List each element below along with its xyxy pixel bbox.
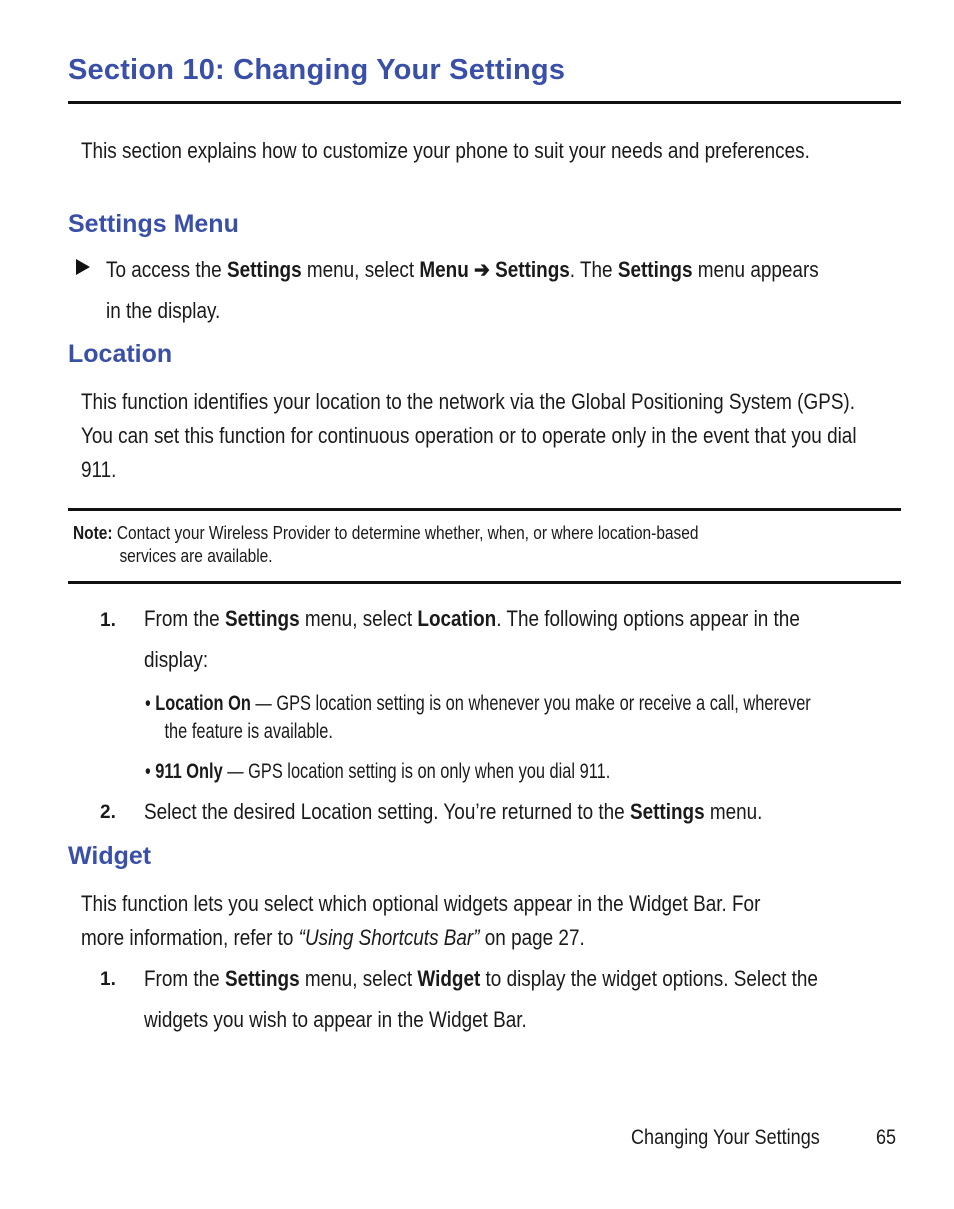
location-note: Note: Contact your Wireless Provider to determine whether, when, or where location-based services are available. <box>73 523 699 566</box>
settings-menu-step-text: To access the Settings menu, select Menu ➔ Settings. The Settings menu appears in the display. <box>106 257 819 323</box>
widget-step-1: From the Settings menu, select Widget to display the widget options. Select the widgets you wish to appear in the Widget Bar. <box>144 966 818 1032</box>
footer-section-name: Changing Your Settings <box>631 1126 820 1149</box>
note-bottom-divider <box>68 581 901 584</box>
title-divider <box>68 101 901 104</box>
location-paragraph: This function identifies your location to the network via the Global Positioning System (GPS). You can set this function for continuous operation or to operate only in the event that you dial 911. <box>81 389 857 482</box>
note-label: Note: <box>73 523 113 543</box>
option-911-only: • 911 Only — GPS location setting is on only when you dial 911. <box>145 760 611 783</box>
step-number: 1. <box>100 969 116 990</box>
heading-widget: Widget <box>68 842 152 870</box>
footer-page-number: 65 <box>876 1126 897 1149</box>
location-step-2: Select the desired Location setting. You’re returned to the Settings menu. <box>144 799 763 824</box>
cross-reference-link[interactable]: “Using Shortcuts Bar” <box>298 925 480 950</box>
step-number: 2. <box>100 802 116 823</box>
option-location-on: • Location On — GPS location setting is on whenever you make or receive a call, wherever the feature is available. <box>145 692 811 743</box>
intro-paragraph: This section explains how to customize your phone to suit your needs and preferences. <box>81 138 810 163</box>
note-top-divider <box>68 508 901 511</box>
heading-location: Location <box>68 340 173 368</box>
page-title: Section 10: Changing Your Settings <box>68 54 566 86</box>
widget-paragraph: This function lets you select which optional widgets appear in the Widget Bar. For more information, refer to “Using Shortcuts Bar” on page 27. <box>81 891 761 950</box>
step-number: 1. <box>100 610 116 631</box>
triangle-bullet-icon <box>76 259 90 275</box>
heading-settings-menu: Settings Menu <box>68 210 239 238</box>
location-step-1: From the Settings menu, select Location. The following options appear in the display: <box>144 606 800 672</box>
